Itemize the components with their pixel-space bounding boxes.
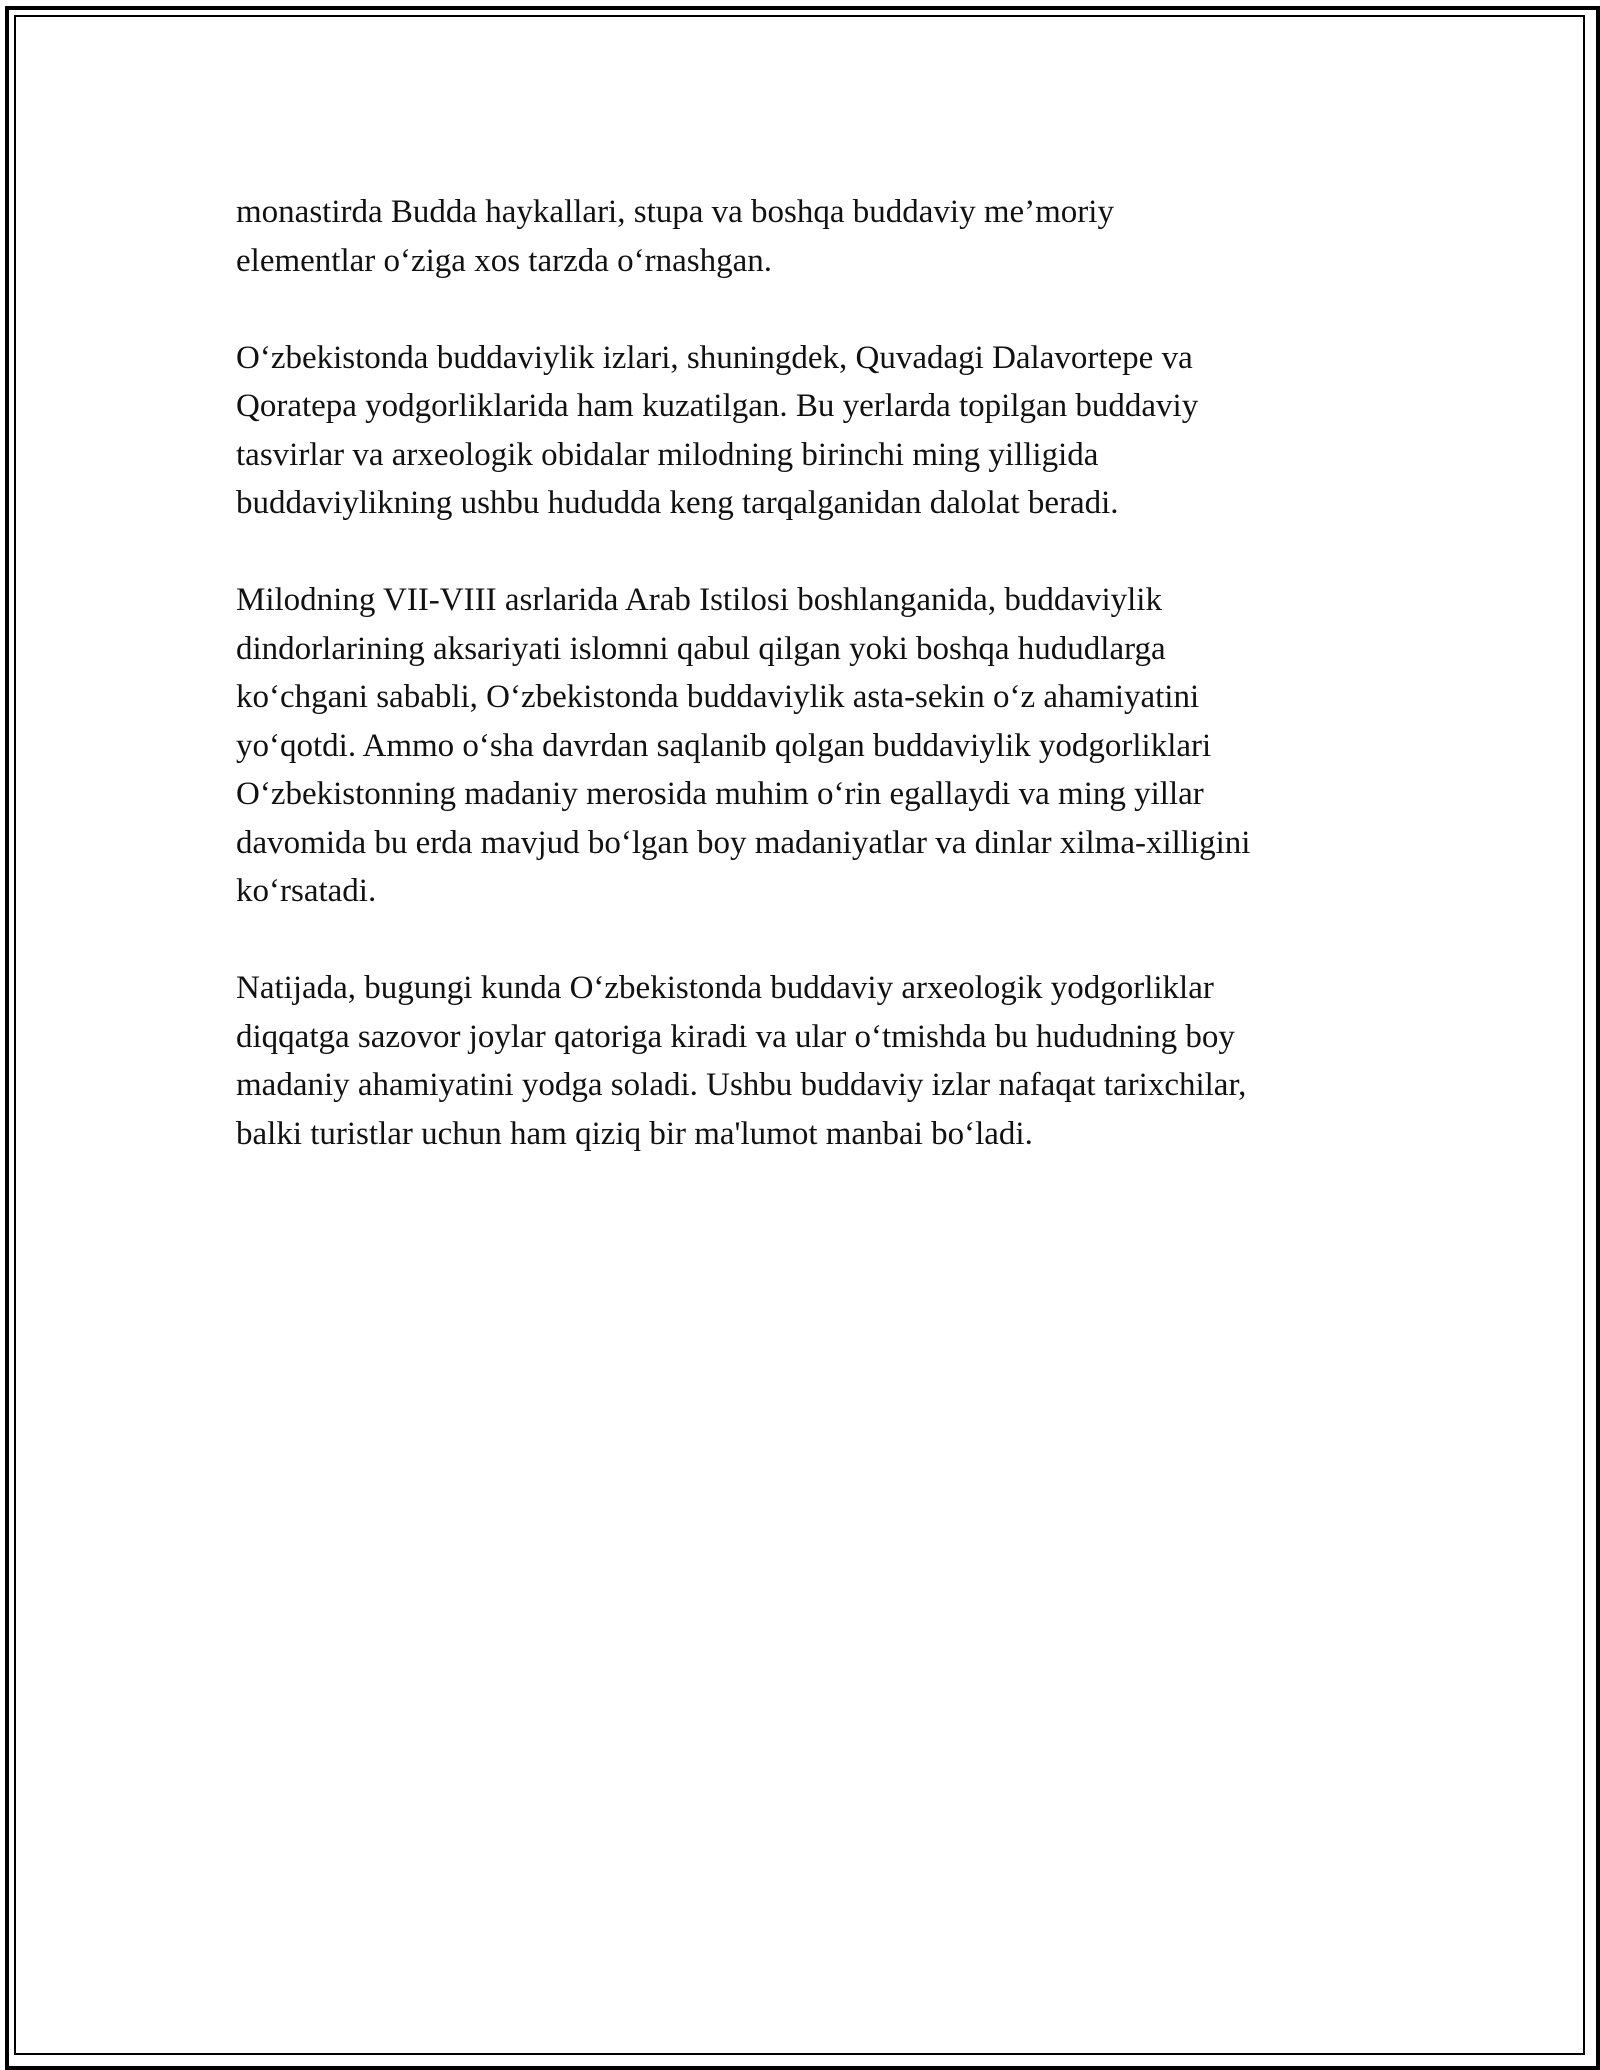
text-line: yo‘qotdi. Ammo o‘sha davrdan saqlanib qolgan buddaviylik yodgorliklari xyxy=(236,727,1212,764)
text-line: tasvirlar va arxeologik obidalar milodning birinchi ming yilligida xyxy=(236,436,1099,473)
text-line: Qoratepa yodgorliklarida ham kuzatilgan. Bu yerlarda topilgan buddaviy xyxy=(236,388,1199,424)
paragraph-1 xyxy=(236,188,1386,285)
document-body xyxy=(236,188,1386,1207)
text-line: Natijada, bugungi kunda O‘zbekistonda buddaviy arxeologik yodgorliklar xyxy=(236,970,1214,1006)
text-line: ko‘chgani sababli, O‘zbekistonda buddaviylik asta-sekin o‘z ahamiyatini xyxy=(236,679,1200,715)
text-line: madaniy ahamiyatini yodga soladi. Ushbu buddaviy izlar nafaqat tarixchilar, xyxy=(236,1067,1247,1103)
text-line: diqqatga sazovor joylar qatoriga kiradi va ular o‘tmishda bu hududning boy xyxy=(236,1018,1235,1055)
paragraph-2 xyxy=(236,334,1386,528)
text-line: Milodning VII-VIII asrlarida Arab Istilosi boshlanganida, buddaviylik xyxy=(236,582,1162,618)
text-line: balki turistlar uchun ham qiziq bir ma'lumot manbai bo‘ladi. xyxy=(236,1115,1033,1152)
text-line: elementlar o‘ziga xos tarzda o‘rnashgan. xyxy=(236,242,773,279)
text-line: O‘zbekistonning madaniy merosida muhim o‘rin egallaydi va ming yillar xyxy=(236,776,1204,812)
text-line: buddaviylikning ushbu hududda keng tarqalganidan dalolat beradi. xyxy=(236,485,1119,521)
text-line: davomida bu erda mavjud bo‘lgan boy madaniyatlar va dinlar xilma-xilligini xyxy=(236,824,1251,861)
text-line: O‘zbekistonda buddaviylik izlari, shuningdek, Quvadagi Dalavortepe va xyxy=(236,339,1193,376)
paragraph-4 xyxy=(236,964,1386,1158)
text-line: dindorlarining aksariyati islomni qabul qilgan yoki boshqa hududlarga xyxy=(236,630,1166,667)
text-line: monastirda Budda haykallari, stupa va boshqa buddaviy me’moriy xyxy=(236,194,1114,230)
text-line: ko‘rsatadi. xyxy=(236,873,377,909)
paragraph-3 xyxy=(236,576,1386,916)
